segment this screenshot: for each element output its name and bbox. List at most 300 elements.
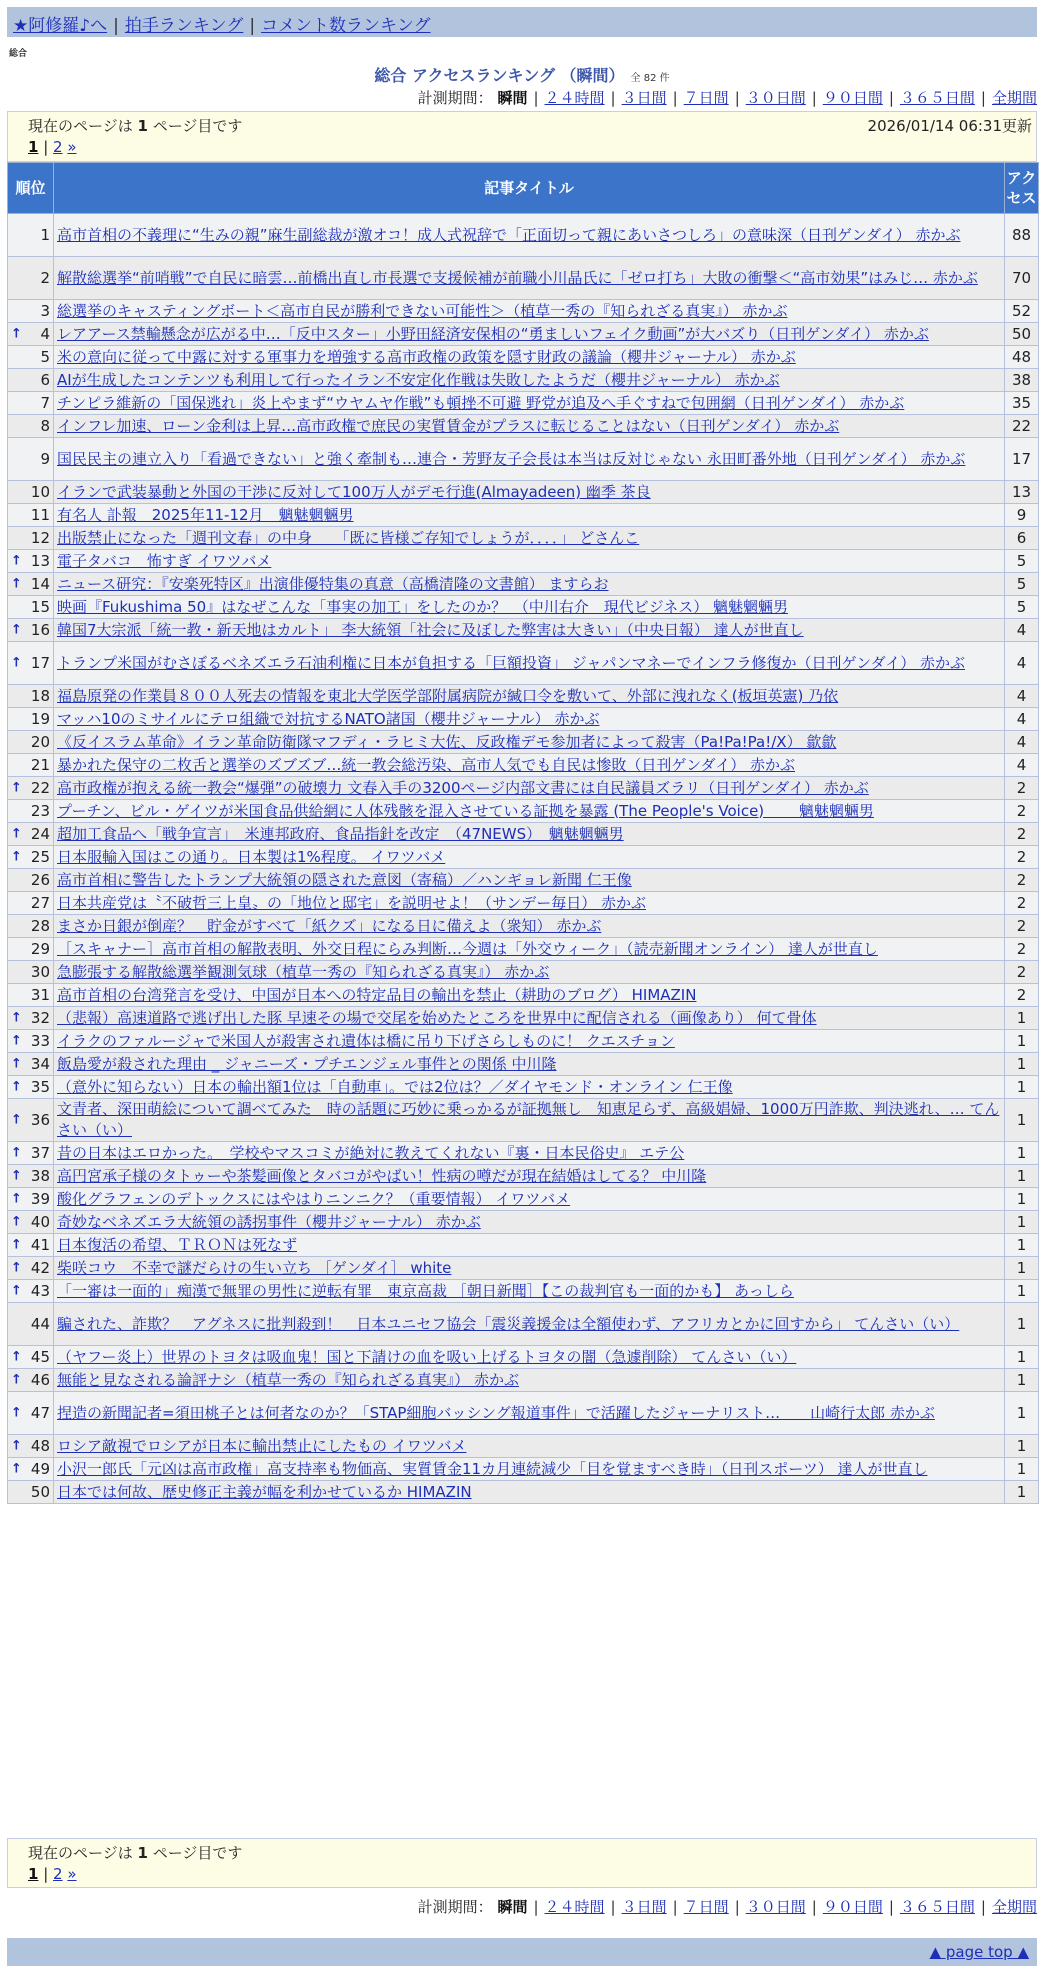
period-current: 瞬間 [497, 89, 528, 107]
article-title-link[interactable]: 酸化グラフェンのデトックスにはやはりニンニク？（重要情報） イワツバメ [57, 1189, 571, 1208]
rank-cell [8, 1481, 54, 1504]
table-row [8, 438, 1039, 481]
access-count: 52 [1005, 300, 1039, 323]
article-title-link[interactable]: 日本復活の希望、ＴＲＯＮは死なず [57, 1235, 298, 1254]
title-cell [54, 800, 1005, 823]
article-title-link[interactable]: 小沢一郎氏「元凶は高市政権」高支持率も物価高、実質賃金11カ月連続減少「目を覚ますべき時」（日刊スポーツ） 達人が世直し [57, 1459, 928, 1478]
title-cell [54, 1369, 1005, 1392]
title-cell [54, 731, 1005, 754]
title-cell [54, 504, 1005, 527]
article-title-link[interactable]: （悲報）高速道路で逃げ出した豚 早速その場で交尾を始めたところを世界中に配信される（画像あり） 何て骨体 [57, 1008, 817, 1027]
rank-cell [8, 961, 54, 984]
rank-number: 3 [40, 301, 50, 320]
rank-cell [8, 214, 54, 257]
title-cell [54, 823, 1005, 846]
rank-cell [8, 1165, 54, 1188]
article-title-link[interactable]: 飯島愛が殺された理由 _ ジャニーズ・プチエンジェル事件との関係 中川隆 [57, 1054, 557, 1073]
rank-cell [8, 596, 54, 619]
rank-cell [8, 257, 54, 300]
table-row [8, 1211, 1039, 1234]
rank-up-arrow-icon: ↑ [11, 826, 22, 842]
access-count: 88 [1005, 214, 1039, 257]
rank-cell [8, 527, 54, 550]
access-count: 1 [1005, 1303, 1039, 1346]
page-link-current[interactable]: 1 [28, 1865, 39, 1883]
rank-cell [8, 1346, 54, 1369]
title-cell [54, 1346, 1005, 1369]
article-title-link[interactable]: プーチン、ビル・ゲイツが米国食品供給網に人体残骸を混入させている証拠を暴露 (The People's Voice) 魑魅魍魎男 [57, 801, 874, 820]
title-cell [54, 1303, 1005, 1346]
table-row [8, 1280, 1039, 1303]
period-link[interactable]: ３０日間 [745, 89, 806, 107]
access-count: 2 [1005, 915, 1039, 938]
rank-up-arrow-icon: ↑ [11, 576, 22, 592]
article-title-link[interactable]: 出版禁止になった「週刊文春」の中身 「既に皆様ご存知でしょうが．．．．」 どさんこ [57, 528, 640, 547]
rank-cell [8, 938, 54, 961]
header-access: アクセス [1005, 163, 1039, 214]
rank-cell [8, 754, 54, 777]
article-title-link[interactable]: 解散総選挙“前哨戦”で自民に暗雲…前橋出直し市長選で支援候補が前職小川晶氏に「ゼロ打ち」大敗の衝撃＜“高市効果”はみじ… 赤かぶ [57, 268, 978, 287]
article-title-link[interactable]: 高市首相の不義理に“生みの親”麻生副総裁が激オコ！成人式祝辞で「正面切って親にあいさつしろ」の意味深（日刊ゲンダイ） 赤かぶ [57, 225, 961, 244]
rank-number: 42 [30, 1258, 50, 1277]
article-title-link[interactable]: チンピラ維新の「国保逃れ」炎上やまず“ウヤムヤ作戦”も頓挫不可避 野党が追及へ手ぐすねで包囲網（日刊ゲンダイ） 赤かぶ [57, 393, 905, 412]
table-row [8, 300, 1039, 323]
article-title-link[interactable]: ロシア敵視でロシアが日本に輸出禁止にしたもの イワツバメ [57, 1436, 467, 1455]
title-cell [54, 527, 1005, 550]
access-count: 2 [1005, 892, 1039, 915]
article-title-link[interactable]: 映画『Fukushima 50』はなぜこんな「事実の加工」をしたのか？ （中川右介 現代ビジネス） 魑魅魍魎男 [57, 597, 789, 616]
rank-cell [8, 846, 54, 869]
title-cell [54, 1280, 1005, 1303]
article-title-link[interactable]: 高市首相の台湾発言を受け、中国が日本への特定品目の輸出を禁止（耕助のブログ） HIMAZIN [57, 985, 697, 1004]
access-count: 1 [1005, 1280, 1039, 1303]
article-title-link[interactable]: 福島原発の作業員８００人死去の情報を東北大学医学部附属病院が緘口令を敷いて、外部に洩れなく(板垣英憲) 乃依 [57, 686, 839, 705]
access-count: 1 [1005, 1007, 1039, 1030]
rank-number: 46 [30, 1370, 50, 1389]
article-title-link[interactable]: 文青者、深田萌絵について調べてみた 時の話題に巧妙に乗っかるが証拠無し 知恵足らず、高級娼婦、1000万円詐欺、判決逃れ、… てんさい（い） [57, 1100, 1000, 1139]
rank-cell [8, 300, 54, 323]
title-cell [54, 685, 1005, 708]
article-title-link[interactable]: ［スキャナー］高市首相の解散表明、外交日程にらみ判断…今週は「外交ウィーク」（読売新聞オンライン） 達人が世直し [57, 939, 878, 958]
rank-cell [8, 1458, 54, 1481]
access-count: 22 [1005, 415, 1039, 438]
title-cell [54, 1099, 1005, 1142]
rank-number: 24 [30, 824, 50, 843]
section-label: 総合 [9, 49, 28, 59]
rank-cell [8, 823, 54, 846]
rank-number: 34 [30, 1054, 50, 1073]
table-row [8, 984, 1039, 1007]
table-row [8, 573, 1039, 596]
period-link[interactable]: ２４時間 [544, 1898, 605, 1916]
title-cell [54, 1030, 1005, 1053]
rank-up-arrow-icon: ↑ [11, 1237, 22, 1253]
title-cell [54, 346, 1005, 369]
article-title-link[interactable]: 日本共産党は〝不破哲三上皇〟の「地位と邸宅」を説明せよ！（サンデー毎日） 赤かぶ [57, 893, 647, 912]
total-count: 全 82 件 [630, 73, 670, 84]
table-header-row [8, 163, 1039, 214]
table-row [8, 527, 1039, 550]
home-link[interactable]: ★阿修羅♪へ [13, 16, 108, 36]
rank-number: 40 [30, 1212, 50, 1231]
rank-cell [8, 415, 54, 438]
table-row [8, 642, 1039, 685]
table-row [8, 323, 1039, 346]
table-row [8, 214, 1039, 257]
period-label: 計測期間： [417, 1898, 493, 1916]
page-link[interactable]: 2 [53, 1865, 63, 1883]
title-cell [54, 892, 1005, 915]
article-title-link[interactable]: まさか日銀が倒産？ 貯金がすべて「紙クズ」になる日に備えよ（衆知） 赤かぶ [57, 916, 602, 935]
table-row [8, 1392, 1039, 1435]
access-count: 4 [1005, 708, 1039, 731]
rank-up-arrow-icon: ↑ [11, 1283, 22, 1299]
article-title-link[interactable]: 騙された、詐欺？ アグネスに批判殺到！ 日本ユニセフ協会「震災義援金は全額使わず、アフリカとかに回すから」 てんさい（い） [57, 1314, 960, 1333]
rank-number: 14 [30, 574, 50, 593]
rank-number: 19 [30, 709, 50, 728]
rank-up-arrow-icon: ↑ [11, 1079, 22, 1095]
article-title-link[interactable]: 高市政権が抱える統一教会“爆弾”の破壊力 文春入手の3200ページ内部文書には自民議員ズラリ（日刊ゲンダイ） 赤かぶ [57, 778, 869, 797]
article-title-link[interactable]: 急膨張する解散総選挙観測気球（植草一秀の『知られざる真実』） 赤かぶ [57, 962, 550, 981]
rank-up-arrow-icon: ↑ [11, 1461, 22, 1477]
header-title: 記事タイトル [54, 163, 1005, 214]
period-link[interactable]: ３日間 [621, 89, 667, 107]
table-row [8, 1257, 1039, 1280]
table-row [8, 1303, 1039, 1346]
header-rank: 順位 [8, 163, 54, 214]
rank-cell [8, 1076, 54, 1099]
article-title-link[interactable]: レアアース禁輸懸念が広がる中…「反中スター」小野田経済安保相の“勇ましいフェイク動画”が大バズり（日刊ゲンダイ） 赤かぶ [57, 324, 929, 343]
rank-number: 44 [30, 1314, 50, 1333]
table-row [8, 596, 1039, 619]
rank-cell [8, 642, 54, 685]
title-cell [54, 915, 1005, 938]
page-links: 1 | 2 » [28, 1865, 77, 1883]
article-title-link[interactable]: 高円宮承子様のタトゥーや茶髪画像とタバコがやばい！性病の噂だが現在結婚はしてる？ 中川隆 [57, 1166, 707, 1185]
rank-up-arrow-icon: ↑ [11, 1145, 22, 1161]
rank-number: 26 [30, 870, 50, 889]
article-title-link[interactable]: インフレ加速、ローン金利は上昇…高市政権で庶民の実質賃金がプラスに転じることはない（日刊ゲンダイ） 赤かぶ [57, 416, 840, 435]
page-links: 1 | 2 » [28, 138, 77, 156]
current-page-info: 現在のページは 1 ページ目です [28, 117, 243, 135]
article-title-link[interactable]: マッハ10のミサイルにテロ組織で対抗するNATO諸国（櫻井ジャーナル） 赤かぶ [57, 709, 600, 728]
table-row [8, 392, 1039, 415]
rank-number: 49 [30, 1459, 50, 1478]
period-link[interactable]: ９０日間 [822, 89, 883, 107]
article-title-link[interactable]: （意外に知らない）日本の輸出額1位は「自動車」。では2位は？／ダイヤモンド・オンライン 仁王像 [57, 1077, 733, 1096]
title-cell [54, 1142, 1005, 1165]
rank-cell [8, 619, 54, 642]
period-link[interactable]: ７日間 [683, 1898, 729, 1916]
rank-up-arrow-icon: ↑ [11, 622, 22, 638]
rank-cell [8, 708, 54, 731]
table-row [8, 1458, 1039, 1481]
title-cell [54, 708, 1005, 731]
article-title-link[interactable]: 捏造の新聞記者=須田桃子とは何者なのか？「STAP細胞バッシング報道事件」で活躍したジャーナリスト… 山崎行太郎 赤かぶ [57, 1403, 935, 1422]
title-cell [54, 1234, 1005, 1257]
access-count: 2 [1005, 938, 1039, 961]
article-title-link[interactable]: 電子タバコ 怖すぎ イワツバメ [57, 551, 272, 570]
table-row [8, 800, 1039, 823]
access-count: 48 [1005, 346, 1039, 369]
rank-number: 39 [30, 1189, 50, 1208]
access-count: 4 [1005, 731, 1039, 754]
title-cell [54, 1392, 1005, 1435]
rank-number: 43 [30, 1281, 50, 1300]
rank-cell [8, 869, 54, 892]
rank-up-arrow-icon: ↑ [11, 1349, 22, 1365]
rank-number: 2 [40, 268, 50, 287]
title-cell [54, 300, 1005, 323]
access-count: 1 [1005, 1076, 1039, 1099]
rank-cell [8, 1369, 54, 1392]
rank-cell [8, 438, 54, 481]
title-cell [54, 573, 1005, 596]
rank-number: 27 [30, 893, 50, 912]
rank-number: 20 [30, 732, 50, 751]
article-title-link[interactable]: 暴かれた保守の二枚舌と選挙のズブズブ…統一教会総汚染、高市人気でも自民は惨敗（日刊ゲンダイ） 赤かぶ [57, 755, 795, 774]
rank-number: 11 [30, 505, 50, 524]
rank-up-arrow-icon: ↑ [11, 1168, 22, 1184]
clap-ranking-link[interactable]: 拍手ランキング [124, 16, 244, 36]
current-page-info: 現在のページは 1 ページ目です [28, 1844, 243, 1862]
title-cell [54, 1007, 1005, 1030]
table-row [8, 1030, 1039, 1053]
table-row [8, 550, 1039, 573]
access-count: 17 [1005, 438, 1039, 481]
access-count: 1 [1005, 1369, 1039, 1392]
page-link[interactable]: 2 [53, 138, 63, 156]
period-link[interactable]: 全期間 [991, 1898, 1037, 1916]
rank-number: 41 [30, 1235, 50, 1254]
rank-number: 9 [40, 449, 50, 468]
rank-cell [8, 984, 54, 1007]
title-cell [54, 984, 1005, 1007]
article-title-link[interactable]: イラクのファルージャで米国人が殺害され遺体は橋に吊り下げさらしものに！ クエスチョン [57, 1031, 675, 1050]
title-cell [54, 1188, 1005, 1211]
table-row [8, 777, 1039, 800]
next-page-link[interactable]: » [67, 1865, 77, 1883]
article-title-link[interactable]: AIが生成したコンテンツも利用して行ったイラン不安定化作戦は失敗したようだ（櫻井ジャーナル） 赤かぶ [57, 370, 780, 389]
rank-up-arrow-icon: ↑ [11, 1191, 22, 1207]
table-row [8, 1435, 1039, 1458]
rank-cell [8, 685, 54, 708]
rank-up-arrow-icon: ↑ [11, 326, 22, 342]
period-selector-bottom: 計測期間： 瞬間 | ２４時間 | ３日間 | ７日間 | ３０日間 | ９０日間 | ３６５日間 | 全期間 [417, 1898, 1037, 1916]
table-row [8, 1234, 1039, 1257]
title-cell [54, 1257, 1005, 1280]
rank-up-arrow-icon: ↑ [11, 1010, 22, 1026]
pager-top [7, 111, 1037, 162]
table-row [8, 1142, 1039, 1165]
rank-cell [8, 1234, 54, 1257]
title-cell [54, 1165, 1005, 1188]
table-row [8, 257, 1039, 300]
rank-cell [8, 550, 54, 573]
access-count: 1 [1005, 1481, 1039, 1504]
table-row [8, 685, 1039, 708]
table-row [8, 961, 1039, 984]
article-title-link[interactable]: 米の意向に従って中露に対する軍事力を増強する高市政権の政策を隠す財政の議論（櫻井ジャーナル） 赤かぶ [57, 347, 796, 366]
table-row [8, 415, 1039, 438]
rank-cell [8, 573, 54, 596]
rank-number: 17 [30, 653, 50, 672]
page-top-link[interactable]: ▲ page top ▲ [929, 1943, 1029, 1961]
article-title-link[interactable]: 「一審は一面的」痴漢で無罪の男性に逆転有罪 東京高裁 ［朝日新聞］【この裁判官も一面的かも】 あっしら [57, 1281, 794, 1300]
title-cell [54, 754, 1005, 777]
access-count: 5 [1005, 550, 1039, 573]
updated-timestamp: 2026/01/14 06:31更新 [867, 117, 1032, 135]
title-cell [54, 1435, 1005, 1458]
title-cell [54, 596, 1005, 619]
access-count: 1 [1005, 1458, 1039, 1481]
rank-number: 12 [30, 528, 50, 547]
article-title-link[interactable]: 有名人 訃報 2025年11-12月 魑魅魍魎男 [57, 505, 354, 524]
table-row [8, 1369, 1039, 1392]
rank-cell [8, 777, 54, 800]
rank-number: 5 [40, 347, 50, 366]
rank-up-arrow-icon: ↑ [11, 655, 22, 671]
access-count: 70 [1005, 257, 1039, 300]
rank-up-arrow-icon: ↑ [11, 1405, 22, 1421]
period-link[interactable]: ３０日間 [745, 1898, 806, 1916]
title-cell [54, 777, 1005, 800]
title-cell [54, 550, 1005, 573]
rank-cell [8, 504, 54, 527]
rank-cell [8, 1053, 54, 1076]
period-link[interactable]: ２４時間 [544, 89, 605, 107]
period-link[interactable]: 全期間 [991, 89, 1037, 107]
rank-cell [8, 323, 54, 346]
page-title: 総合 アクセスランキング （瞬間） [374, 66, 625, 85]
period-link[interactable]: ７日間 [683, 89, 729, 107]
rank-cell [8, 1030, 54, 1053]
comment-ranking-link[interactable]: コメント数ランキング [261, 16, 431, 36]
article-title-link[interactable]: 日本服輸入国はこの通り。日本製は1%程度。 イワツバメ [57, 847, 446, 866]
title-cell [54, 1481, 1005, 1504]
rank-number: 29 [30, 939, 50, 958]
table-row [8, 369, 1039, 392]
access-count: 2 [1005, 823, 1039, 846]
table-row [8, 1165, 1039, 1188]
access-count: 38 [1005, 369, 1039, 392]
rank-number: 10 [30, 482, 50, 501]
title-cell [54, 1053, 1005, 1076]
table-row [8, 481, 1039, 504]
period-link[interactable]: ９０日間 [822, 1898, 883, 1916]
access-count: 13 [1005, 481, 1039, 504]
article-title-link[interactable]: 高市首相に警告したトランプ大統領の隠された意図（寄稿）／ハンギョレ新聞 仁王像 [57, 870, 632, 889]
period-label: 計測期間： [417, 89, 493, 107]
article-title-link[interactable]: （ヤフー炎上）世界のトヨタは吸血鬼！国と下請けの血を吸い上げるトヨタの闇（急遽削除） てんさい（い） [57, 1347, 797, 1366]
title-cell [54, 1211, 1005, 1234]
article-title-link[interactable]: イランで武装暴動と外国の干渉に反対して100万人がデモ行進(Almayadeen) 幽季 茶良 [57, 482, 651, 501]
access-count: 9 [1005, 504, 1039, 527]
table-row [8, 504, 1039, 527]
article-title-link[interactable]: 柴咲コウ 不幸で謎だらけの生い立ち ［ゲンダイ］ white [57, 1258, 452, 1277]
next-page-link[interactable]: » [67, 138, 77, 156]
access-count: 4 [1005, 619, 1039, 642]
rank-up-arrow-icon: ↑ [11, 780, 22, 796]
title-cell [54, 642, 1005, 685]
rank-cell [8, 1280, 54, 1303]
access-count: 1 [1005, 1099, 1039, 1142]
article-title-link[interactable]: 奇妙なベネズエラ大統領の誘拐事件（櫻井ジャーナル） 赤かぶ [57, 1212, 481, 1231]
article-title-link[interactable]: 超加工食品へ「戦争宣言」 米連邦政府、食品指針を改定 （47NEWS） 魑魅魍魎男 [57, 824, 624, 843]
title-cell [54, 415, 1005, 438]
article-title-link[interactable]: 日本では何故、歴史修正主義が幅を利かせているか HIMAZIN [57, 1482, 472, 1501]
article-title-link[interactable]: 《反イスラム革命》イラン革命防衛隊マフディ・ラヒミ大佐、反政権デモ参加者によって殺害（Pa!Pa!Pa!/X） 歙歙 [57, 732, 837, 751]
article-title-link[interactable]: 国民民主の連立入り「看過できない」と強く牽制も…連合・芳野友子会長は本当は反対じゃない 永田町番外地（日刊ゲンダイ） 赤かぶ [57, 449, 966, 468]
title-cell [54, 257, 1005, 300]
access-count: 1 [1005, 1165, 1039, 1188]
period-link[interactable]: ３日間 [621, 1898, 667, 1916]
rank-cell [8, 1142, 54, 1165]
rank-number: 37 [30, 1143, 50, 1162]
article-title-link[interactable]: トランプ米国がむさぼるベネズエラ石油利権に日本が負担する「巨額投資」 ジャパンマネーでインフラ修復か（日刊ゲンダイ） 赤かぶ [57, 653, 966, 672]
article-title-link[interactable]: ニュース研究：『安楽死特区』出演俳優特集の真意（高橋清隆の文書館） ますらお [57, 574, 609, 593]
table-row [8, 915, 1039, 938]
rank-number: 35 [30, 1077, 50, 1096]
article-title-link[interactable]: 総選挙のキャスティングボート＜高市自民が勝利できない可能性＞（植草一秀の『知られざる真実』） 赤かぶ [57, 301, 788, 320]
rank-number: 31 [30, 985, 50, 1004]
rank-number: 38 [30, 1166, 50, 1185]
page-link-current[interactable]: 1 [28, 138, 39, 156]
title-cell [54, 1076, 1005, 1099]
rank-cell [8, 1435, 54, 1458]
rank-number: 25 [30, 847, 50, 866]
rank-up-arrow-icon: ↑ [11, 1214, 22, 1230]
article-title-link[interactable]: 韓国7大宗派「統一教・新天地はカルト」 李大統領「社会に及ぼした弊害は大きい」（中央日報） 達人が世直し [57, 620, 804, 639]
access-count: 5 [1005, 596, 1039, 619]
article-title-link[interactable]: 無能と見なされる論評ナシ（植草一秀の『知られざる真実』） 赤かぶ [57, 1370, 519, 1389]
rank-number: 36 [30, 1110, 50, 1129]
rank-cell [8, 731, 54, 754]
rank-cell [8, 1007, 54, 1030]
access-count: 1 [1005, 1211, 1039, 1234]
period-link[interactable]: ３６５日間 [899, 89, 975, 107]
title-cell [54, 938, 1005, 961]
table-row [8, 1481, 1039, 1504]
rank-cell [8, 915, 54, 938]
access-count: 2 [1005, 846, 1039, 869]
rank-cell [8, 346, 54, 369]
title-cell [54, 392, 1005, 415]
rank-cell [8, 800, 54, 823]
rank-up-arrow-icon: ↑ [11, 1260, 22, 1276]
rank-number: 4 [40, 324, 50, 343]
access-count: 4 [1005, 754, 1039, 777]
title-cell [54, 369, 1005, 392]
bottom-bar [7, 1938, 1037, 1966]
article-title-link[interactable]: 昔の日本はエロかった。 学校やマスコミが絶対に教えてくれない『裏・日本民俗史』 エテ公 [57, 1143, 685, 1162]
table-row [8, 708, 1039, 731]
rank-number: 8 [40, 416, 50, 435]
period-current: 瞬間 [497, 1898, 528, 1916]
rank-number: 7 [40, 393, 50, 412]
rank-number: 16 [30, 620, 50, 639]
table-row [8, 846, 1039, 869]
access-count: 4 [1005, 642, 1039, 685]
rank-number: 13 [30, 551, 50, 570]
period-link[interactable]: ３６５日間 [899, 1898, 975, 1916]
rank-number: 18 [30, 686, 50, 705]
table-row [8, 892, 1039, 915]
rank-number: 6 [40, 370, 50, 389]
table-row [8, 1007, 1039, 1030]
table-row [8, 869, 1039, 892]
rank-up-arrow-icon: ↑ [11, 1056, 22, 1072]
